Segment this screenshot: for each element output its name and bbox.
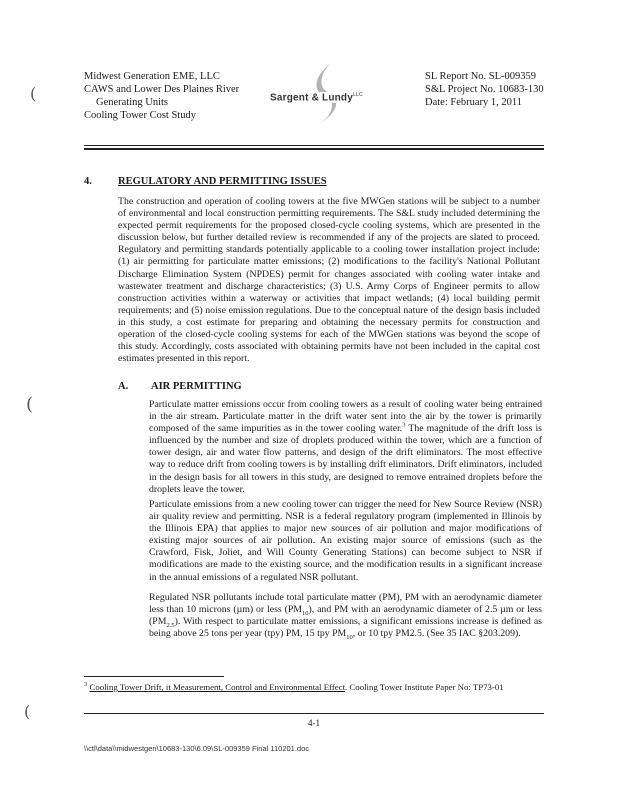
air-permitting-paragraph-2: Particulate emissions from a new cooling tower can trigger the need for New Source Review (NSR) air quality review and permitting. NSR is a federal regulatory program (implemented in Illinois by the Illinois EPA) that applies to major new sources of air pollution and major modifications of existing major sources of air pollution. An existing major source of emissions (such as the Crawford, Fisk, Joliet, and Will County Generating Stations) can become subject to NSR if modifications are made to the existing source, and the modification results in a significant increase in the annual emissions of a regulated NSR pollutant. <box>149 499 542 583</box>
footnote: $^3$ Cooling Tower Drift, it Measurement, Control and Environmental Effect. Cooling Tower Institute Paper No: TP73-01 <box>84 681 504 692</box>
footnote-rule <box>84 676 224 677</box>
company-logo-text: Sargent & Lundy$^{LLC}$ <box>270 92 363 104</box>
section-title: REGULATORY AND PERMITTING ISSUES <box>118 176 327 187</box>
air-permitting-paragraph-3: Regulated NSR pollutants include total particulate matter (PM), PM with an aerodynamic diameter less than 10 microns (µm) or less $(PM_{10})$, and PM with an aerodynamic diameter of 2.5 µm or less $(PM_{2.5})$. With respect to particulate matter emissions, a significant emissions increase is defined as being above 25 tons per year (tpy) PM, 15 tpy $PM_{10}$, or 10 tpy PM2.5. (See 35 IAC §203.209). <box>149 592 542 642</box>
project-name: CAWS and Lower Des Plaines River <box>84 84 240 95</box>
header-rule-thin <box>84 145 544 146</box>
report-number: SL Report No. SL-009359 <box>425 71 537 82</box>
header-right-block <box>425 70 595 109</box>
header-rule-thick <box>84 148 544 150</box>
margin-mark: ( <box>26 394 34 415</box>
company-name: Midwest Generation EME, LLC <box>84 71 220 82</box>
footnote-reference: 3 <box>402 421 406 429</box>
section-intro-paragraph: The construction and operation of cooling towers at the five MWGen stations will be subject to a number of environmental and local construction permitting requirements. The S&L study included determining the expected permit requirements for the proposed closed-cycle cooling systems, which are presented in the discussion below, but further detailed review is recommended if any of the projects are slated to proceed. Regulatory and permitting standards potentially applicable to a cooling tower installation project include: (1) air permitting for particulate matter emissions; (2) modifications to the facility's National Pollutant Discharge Elimination System (NPDES) permit for changes associated with cooling water intake and wastewater treatment and discharge characteristics; (3) U.S. Army Corps of Engineer permits to allow construction activities within a waterway or activities that impact wetlands; (4) local building permit requirements; and (5) noise emission regulations. Due to the conceptual nature of the design basis included in this study, a cost estimate for preparing and obtaining the necessary permits for construction and operation of the closed-cycle cooling systems for each of the MWGen stations was beyond the scope of this study. Accordingly, costs associated with obtaining permits have not been included in the capital cost estimates presented in this report. <box>118 196 540 365</box>
report-date: Date: February 1, 2011 <box>425 97 523 108</box>
air-permitting-paragraph-1: Particulate matter emissions occur from cooling towers as a result of cooling water being entrained in the air stream. Particulate matter in the drift water sent into the air by the tower is primarily composed of the same impurities as in the tower cooling water.$^3$ The magnitude of the drift loss is influenced by the number and size of droplets produced within the tower, which are a function of tower design, air and water flow patterns, and design of the drift eliminators. The most effective way to reduce drift from cooling towers is by installing drift eliminators. Drift eliminators, included in the design basis for all towers in this study, are designed to remove entrained droplets before the droplets leave the tower. <box>149 399 542 495</box>
footer-rule <box>84 713 544 714</box>
project-name-cont: Generating Units <box>96 97 169 108</box>
section-number: 4. <box>84 176 92 187</box>
header-left-block <box>84 70 294 122</box>
file-path: \\ctl\data\\midwestgen\10683-130\6.09\SL-009359 Final 110201.doc <box>84 744 310 753</box>
page-number: 4-1 <box>308 718 320 728</box>
study-name: Cooling Tower Cost Study <box>84 110 196 121</box>
subsection-title: AIR PERMITTING <box>151 381 242 392</box>
margin-mark: ( <box>24 702 31 721</box>
margin-mark: ( <box>30 84 37 103</box>
project-number: S&L Project No. 10683-130 <box>425 84 544 95</box>
subsection-letter: A. <box>118 381 129 392</box>
